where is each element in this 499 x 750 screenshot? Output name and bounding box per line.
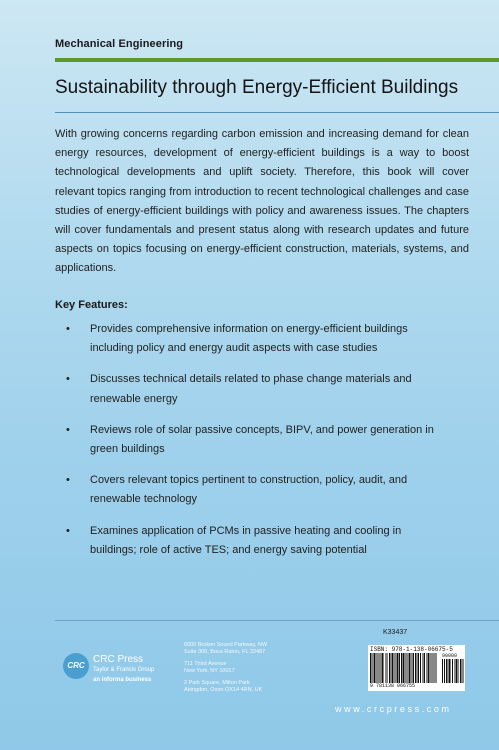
title-divider [55,112,499,113]
feature-item [55,471,475,509]
feature-item [55,370,475,408]
address-line: 711 Third Avenue [184,660,227,667]
feature-text: Provides comprehensive information on energy-efficient buildings including policy and energy audit aspects with case studies [90,323,408,355]
feature-item [55,522,475,560]
footer-divider [55,620,499,621]
address-line: 6000 Broken Sound Parkway, NW [184,642,268,648]
publisher-name: CRC Press [93,654,144,665]
bullet-icon: • [66,373,70,386]
crc-press-logo-icon: CRC [63,653,89,679]
publisher-website: www.crcpress.com [335,704,452,714]
publisher-group: Taylor & Francis Group [93,667,155,673]
address-line: 2 Park Square, Milton Park [184,679,250,686]
product-code: K33437 [383,629,408,636]
bullet-icon: • [66,524,70,537]
feature-text: Reviews role of solar passive concepts, BIPV, and power generation in green buildings [90,423,434,456]
publisher-addresses [184,642,314,694]
address-line: Abingdon, Oxon OX14 4RN, UK [184,687,263,694]
isbn-label: ISBN: 978-1-138-06675-5 [370,646,453,653]
address-line: New York, NY 10017 [184,668,235,675]
bullet-icon: • [66,323,70,335]
barcode-digits: 9 781138 066755 [370,683,416,689]
feature-item [55,421,475,459]
book-description: With growing concerns regarding carbon emission and increasing demand for clean energy resources, development of energy-efficient buildings is a way to boost technological developments and uplift society. Therefore, this book will cover relevant topics ranging from introduction to recent technological challenges and case studies of energy-efficient buildings with policy and awareness issues. The chapters will cover fundamentals and present status along with research updates and future aspects on topics focusing on energy-efficient construction, materials, systems, and applications. [55,128,469,275]
address-line: Suite 300, Boca Raton, FL 33487 [184,649,266,656]
feature-text: Examines application of PCMs in passive heating and cooling in buildings; role of active TES; and energy saving potential [90,524,402,556]
subject-category: Mechanical Engineering [55,38,184,50]
bullet-icon: • [66,474,70,487]
key-features-list [55,320,475,572]
key-features-heading: Key Features: [55,299,128,311]
bullet-icon: • [66,423,70,436]
price-barcode-icon [442,659,464,683]
category-divider [55,58,499,62]
price-code: 90000 [442,653,458,659]
isbn-barcode-icon [370,653,437,683]
barcode-block [368,645,465,691]
feature-item [55,320,475,358]
publisher-parent: an informa business [93,677,152,683]
feature-text: Covers relevant topics pertinent to construction, policy, audit, and renewable technology [90,474,408,506]
book-title: Sustainability through Energy-Efficient Buildings [55,77,459,98]
feature-text: Discusses technical details related to phase change materials and renewable energy [90,373,412,405]
